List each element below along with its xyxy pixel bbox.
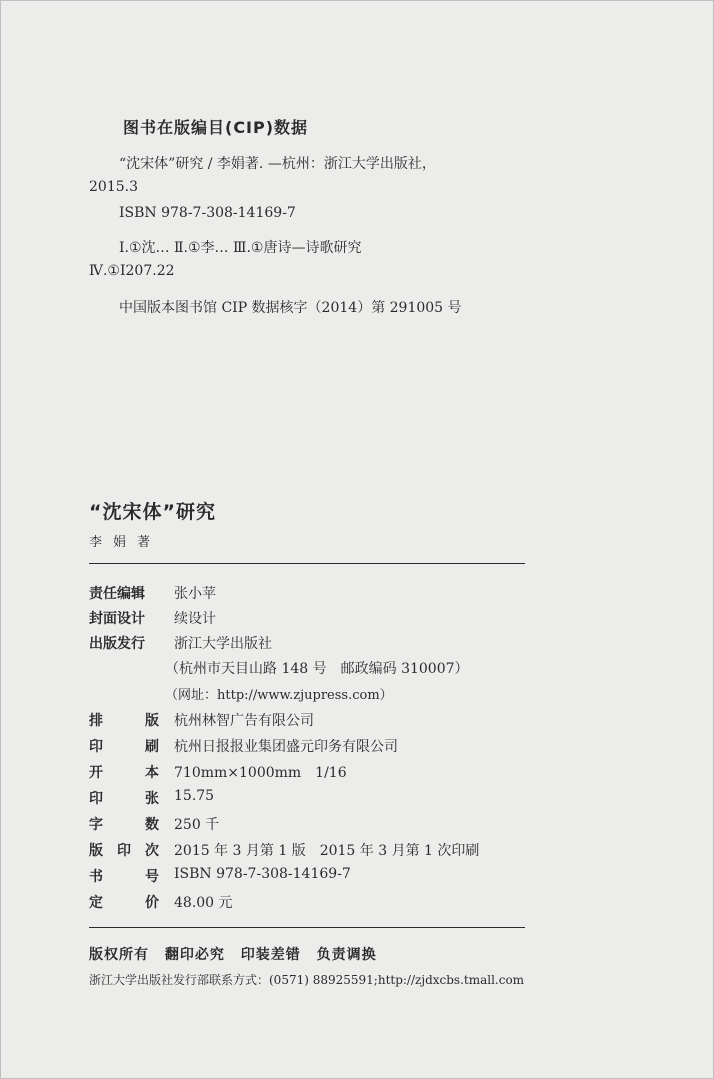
cip-classification-line2: Ⅳ.①I207.22 [89,263,175,279]
rights-defects: 印装差错 [240,947,301,963]
cip-classification-line1: Ⅰ.①沈… Ⅱ.①李… Ⅲ.①唐诗—诗歌研究 [119,240,362,256]
cip-library-record: 中国版本图书馆 CIP 数据核字（2014）第 291005 号 [119,300,462,316]
row-value: 张小苹 [174,586,216,602]
row-value: 15.75 [174,788,215,804]
row-label: 封面设计 [89,611,145,627]
book-title: “沈宋体”研究 [89,501,216,523]
row-value: 2015 年 3 月第 1 版 2015 年 3 月第 1 次印刷 [174,843,480,859]
book-author: 李娟著 [89,535,162,550]
row-value: 续设计 [174,611,216,627]
row-label: 出版发行 [89,636,145,652]
publisher-address: （杭州市天目山路 148 号 邮政编码 310007） [165,661,469,677]
row-label: 书 号 [89,869,159,885]
cip-entry-line2: 2015.3 [89,179,138,195]
row-label: 印 刷 [89,739,159,755]
row-value: 杭州日报报业集团盛元印务有限公司 [174,739,398,755]
rights-no-reprint: 翻印必究 [164,947,225,963]
cip-title: 图书在版编目(CIP)数据 [123,118,309,137]
row-value: 杭州林智广告有限公司 [174,713,314,729]
cip-entry-line1: “沈宋体”研究 / 李娟著. —杭州：浙江大学出版社， [119,156,436,172]
row-value: ISBN 978-7-308-14169-7 [174,866,351,882]
row-value: 710mm×1000mm 1/16 [174,765,347,781]
rights-exchange: 负责调换 [316,947,377,963]
row-label: 排 版 [89,713,159,729]
cip-isbn: ISBN 978-7-308-14169-7 [119,205,296,221]
row-label: 责任编辑 [89,586,145,602]
divider-bottom [89,927,525,928]
rights-notice [89,944,387,964]
row-label: 印 张 [89,791,159,807]
row-value: 48.00 元 [174,895,233,911]
row-label: 开 本 [89,765,159,781]
row-label: 字 数 [89,817,159,833]
row-value: 浙江大学出版社 [174,636,272,652]
row-value: 250 千 [174,817,220,833]
publisher-contact: 浙江大学出版社发行部联系方式：(0571) 88925591;http://zjdxcbs.tmall.com [89,973,525,987]
row-label: 版 印 次 [89,843,159,859]
rights-all-reserved: 版权所有 [89,947,149,963]
publisher-website: （网址：http://www.zjupress.com） [165,688,393,703]
row-label: 定 价 [89,895,159,911]
divider-top [89,563,525,564]
